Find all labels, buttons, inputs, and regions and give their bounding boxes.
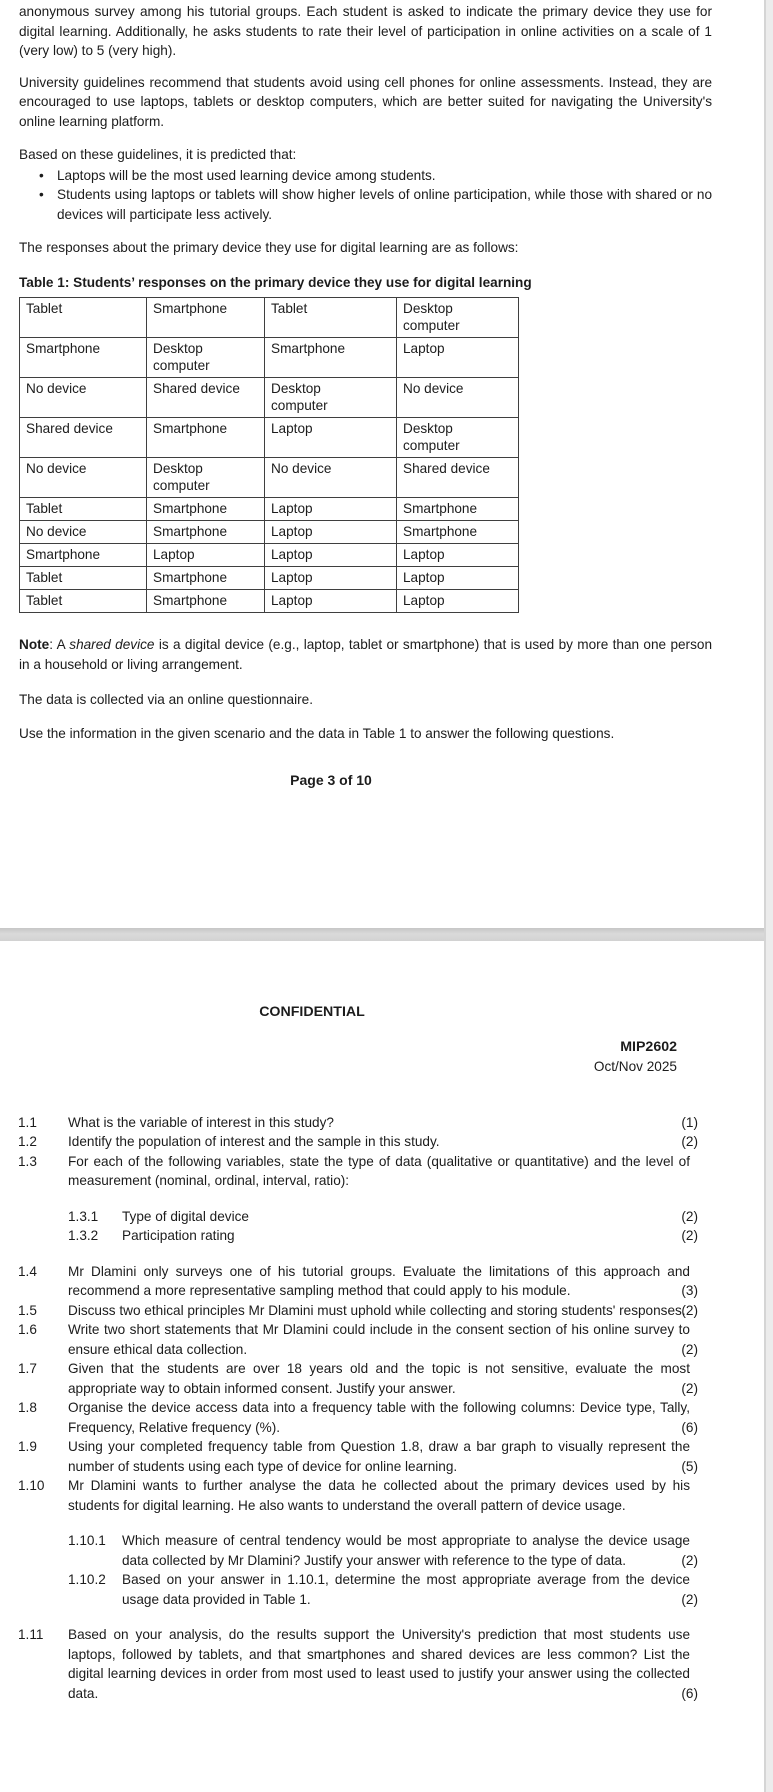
question-text: Type of digital device (122, 1208, 249, 1224)
table-cell: Tablet (20, 298, 147, 338)
question-item (0, 1320, 763, 1359)
table-cell: Desktop computer (265, 378, 397, 418)
bullet-text: Students using laptops or tablets will show higher levels of online participation, while those with shared or no devices will participate less actively. (57, 187, 712, 222)
question-text: Given that the students are over 18 years old and the topic is not sensitive, evaluate the most appropriate way to obtain informed consent. Justify your answer. (68, 1361, 690, 1396)
table-cell: Smartphone (147, 418, 265, 458)
note-italic-term: shared device (69, 637, 155, 652)
table-cell: Tablet (20, 590, 147, 613)
scrollbar-track[interactable] (764, 0, 773, 1792)
table-cell: No device (20, 521, 147, 544)
table-cell: Laptop (265, 567, 397, 590)
table-row (20, 458, 519, 498)
question-item (0, 1152, 763, 1191)
question-item (0, 1625, 763, 1703)
table-cell: Smartphone (147, 567, 265, 590)
table-cell: Tablet (20, 498, 147, 521)
bullet-icon: • (39, 187, 44, 202)
question-item (0, 1437, 763, 1476)
table-row (20, 338, 519, 378)
data-collection-paragraph: The data is collected via an online questionnaire. (19, 692, 313, 707)
bullet-icon: • (39, 167, 44, 183)
instruction-paragraph: Use the information in the given scenario and the data in Table 1 to answer the following questions. (19, 725, 615, 741)
exam-page-4 (0, 941, 763, 1792)
list-item (19, 166, 712, 186)
question-list (0, 1113, 763, 1704)
table-cell: Tablet (20, 567, 147, 590)
question-item (0, 1476, 763, 1515)
table-cell: Smartphone (147, 521, 265, 544)
question-text: For each of the following variables, state the type of data (qualitative or quantitative) and the level of measurement (nominal, ordinal, interval, ratio): (68, 1153, 690, 1188)
note-text-post: is a digital device (e.g., laptop, tablet or smartphone) that is used by more than one person in a household or living arrangement. (19, 637, 713, 672)
question-text: Discuss two ethical principles Mr Dlamini must uphold while collecting and storing students' responses. (68, 1302, 686, 1318)
question-marks: (2) (681, 1208, 698, 1224)
question-text: Participation rating (122, 1228, 235, 1243)
question-number: 1.1 (18, 1114, 37, 1130)
question-marks: (6) (681, 1685, 698, 1701)
question-number: 1.10 (18, 1478, 45, 1493)
question-item (0, 1262, 763, 1301)
question-marks: (2) (681, 1302, 698, 1318)
device-table-body (20, 298, 519, 613)
question-number: 1.11 (18, 1627, 44, 1642)
question-marks: (6) (681, 1419, 698, 1435)
table-row (20, 544, 519, 567)
question-item (0, 1301, 763, 1321)
question-item (0, 1207, 763, 1227)
question-item (0, 1531, 763, 1570)
table-row (20, 378, 519, 418)
question-item (0, 1359, 763, 1398)
question-marks: (2) (681, 1341, 698, 1357)
question-marks: (2) (681, 1591, 698, 1607)
question-text: Write two short statements that Mr Dlamini could include in the consent section of his online survey to ensure ethical data collection. (68, 1322, 690, 1357)
table-cell: Laptop (265, 521, 397, 544)
bullet-text: Laptops will be the most used learning device among students. (57, 167, 436, 183)
question-item (0, 1398, 763, 1437)
table-cell: Desktop computer (397, 298, 519, 338)
question-number: 1.3.2 (68, 1228, 99, 1243)
table-cell: Shared device (147, 378, 265, 418)
list-item (19, 185, 712, 224)
module-code-block (0, 1038, 763, 1077)
question-text: Mr Dlamini wants to further analyse the data he collected about the primary devices used by his students for digital learning. He also wants to understand the overall pattern of device usage. (68, 1478, 690, 1513)
question-number: 1.10.2 (68, 1572, 106, 1587)
question-text: Organise the device access data into a frequency table with the following columns: Device type, Tally, Frequency, Relative frequency (%). (68, 1400, 690, 1435)
question-number: 1.5 (18, 1302, 37, 1318)
table-cell: Smartphone (147, 298, 265, 338)
question-text: Using your completed frequency table from Question 1.8, draw a bar graph to visually represent the number of students using each type of device for online learning. (68, 1439, 690, 1474)
table-cell: Laptop (397, 590, 519, 613)
page-number-footer: Page 3 of 10 (290, 772, 372, 788)
table-cell: Laptop (397, 567, 519, 590)
page-gap-divider (0, 928, 773, 941)
question-marks: (5) (681, 1458, 698, 1474)
question-number: 1.4 (18, 1263, 37, 1279)
table-cell: Tablet (265, 298, 397, 338)
prediction-intro: Based on these guidelines, it is predicted that: (19, 147, 297, 162)
note-label: Note (19, 637, 50, 652)
question-text: Identify the population of interest and the sample in this study. (68, 1134, 440, 1149)
scenario-paragraph-2: University guidelines recommend that students avoid using cell phones for online assessments. Instead, they are encouraged to use laptops, tablets or desktop computers, which are better suited for navigating the University's online learning platform. (19, 74, 712, 129)
table-cell: No device (265, 458, 397, 498)
table-row (20, 567, 519, 590)
question-number: 1.10.1 (68, 1533, 106, 1548)
confidential-heading: CONFIDENTIAL (259, 1004, 365, 1020)
question-marks: (3) (681, 1283, 698, 1298)
question-number: 1.7 (18, 1361, 37, 1376)
table-cell: Smartphone (20, 544, 147, 567)
question-item (0, 1113, 763, 1133)
table-cell: Shared device (20, 418, 147, 458)
table-cell: No device (20, 458, 147, 498)
question-number: 1.3.1 (68, 1208, 99, 1224)
question-text: Based on your answer in 1.10.1, determine the most appropriate average from the device usage data provided in Table 1. (122, 1572, 690, 1607)
table-cell: Smartphone (397, 498, 519, 521)
table-cell: Smartphone (397, 521, 519, 544)
table-row (20, 521, 519, 544)
question-number: 1.6 (18, 1322, 37, 1337)
table-cell: Shared device (397, 458, 519, 498)
table-cell: Smartphone (20, 338, 147, 378)
table-cell: Laptop (147, 544, 265, 567)
question-number: 1.9 (18, 1439, 37, 1454)
question-number: 1.2 (18, 1134, 37, 1149)
table-cell: Laptop (265, 544, 397, 567)
table-cell: Laptop (265, 498, 397, 521)
question-item (0, 1132, 763, 1152)
table-cell: No device (20, 378, 147, 418)
table-cell: Desktop computer (147, 338, 265, 378)
table-cell: Smartphone (147, 498, 265, 521)
table-cell: Laptop (397, 338, 519, 378)
table-row (20, 498, 519, 521)
question-text: Which measure of central tendency would be most appropriate to analyse the device usage data collected by Mr Dlamini? Justify your answer with reference to the type of data. (122, 1533, 690, 1568)
table-row (20, 590, 519, 613)
question-number: 1.3 (18, 1153, 37, 1169)
question-marks: (2) (681, 1380, 698, 1396)
note-text-pre: : A (49, 637, 70, 652)
question-marks: (2) (681, 1228, 698, 1243)
table-cell: Desktop computer (397, 418, 519, 458)
note-paragraph (19, 635, 712, 674)
responses-intro: The responses about the primary device they use for digital learning are as follows: (19, 240, 519, 255)
question-marks: (2) (681, 1552, 698, 1568)
question-marks: (2) (681, 1134, 698, 1149)
table-row (20, 298, 519, 338)
table-cell: Laptop (397, 544, 519, 567)
question-marks: (1) (681, 1114, 698, 1130)
question-text: Mr Dlamini only surveys one of his tutorial groups. Evaluate the limitations of this approach and recommend a more representative sampling method that could apply to his module. (68, 1263, 690, 1298)
table-cell: Smartphone (265, 338, 397, 378)
table-caption: Table 1: Students’ responses on the primary device they use for digital learning (19, 274, 532, 290)
table-cell: Desktop computer (147, 458, 265, 498)
module-code: MIP2602 (620, 1038, 677, 1055)
table-row (20, 418, 519, 458)
prediction-bullet-list (19, 166, 712, 225)
exam-session: Oct/Nov 2025 (593, 1059, 677, 1074)
question-text: Based on your analysis, do the results support the University's prediction that most students use laptops, followed by tablets, and that smartphones and shared devices are less common? List the digital learning devices in order from most used to least used to justify your answer using the collected data. (68, 1627, 690, 1701)
table-cell: Smartphone (147, 590, 265, 613)
device-responses-table (19, 297, 519, 613)
question-number: 1.8 (18, 1400, 37, 1415)
table-cell: No device (397, 378, 519, 418)
table-cell: Laptop (265, 590, 397, 613)
question-text: What is the variable of interest in this study? (68, 1114, 334, 1130)
question-item (0, 1570, 763, 1609)
table-cell: Laptop (265, 418, 397, 458)
question-item (0, 1226, 763, 1246)
scenario-paragraph-1: anonymous survey among his tutorial groups. Each student is asked to indicate the primary device they use for digital learning. Additionally, he asks students to rate their level of participation in online activities on a scale of 1 (very low) to 5 (very high). (19, 4, 712, 58)
